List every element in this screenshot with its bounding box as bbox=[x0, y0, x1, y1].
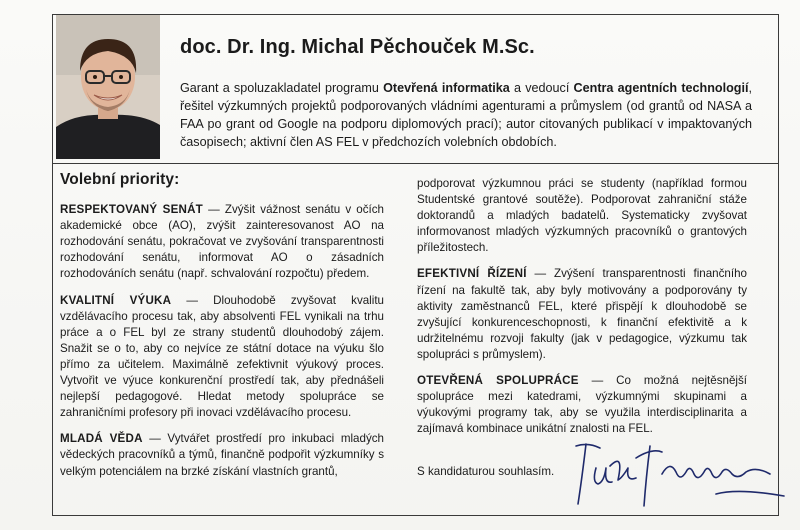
priority-title: OTEVŘENÁ SPOLUPRÁCE bbox=[417, 374, 579, 388]
priority-open-cooperation bbox=[417, 373, 747, 437]
priority-text: Zvýšit vážnost senátu v očích akademické obce (AO), zvýšit zainteresovanost AO na rozhodování senátu, pokračovat ve zvyšování transparentnosti rozhodování senátu, informovat AO o zásadních rozhodováních senátu (např. schvalování rozpočtu) předem. bbox=[60, 203, 384, 281]
priority-title: KVALITNÍ VÝUKA bbox=[60, 293, 172, 307]
priority-text: Zvýšení transparentnosti finančního řízení na fakultě tak, aby byly motivovány a podporovány ty aktivity zaměstnanců FEL, které přispějí k dlouhodobě se zvyšující konkurenceschopnosti, k finanční efektivitě a k udržitelnému rozvoji fakulty (jak v pedagogice, výzkumu tak spolupráci s průmyslem). bbox=[417, 267, 747, 361]
priorities-title: Volební priority: bbox=[60, 171, 180, 188]
priority-dash: — bbox=[202, 203, 225, 217]
bio-center-name: Centra agentních technologií bbox=[573, 81, 749, 95]
priority-young-science-continued: podporovat výzkumnou práci se studenty (například formou Studentské grantové soutěže). Podporovat zahraniční stáže doktorandů a mladých badatelů. Systematicky zvyšovat informovanost mladých výzkumných pracovníků o grantových příležitostech. bbox=[417, 177, 747, 255]
candidate-name: doc. Dr. Ing. Michal Pěchouček M.Sc. bbox=[180, 36, 535, 58]
candidate-photo bbox=[56, 15, 160, 159]
priority-effective-management bbox=[417, 266, 747, 363]
bio-text-1: Garant a spoluzakladatel programu bbox=[180, 81, 384, 95]
priority-text: Vytvářet prostředí pro inkubaci mladých vědeckých pracovníků a týmů, finančně podpořit výzkumníky s velkým potenciálem na brzké získání vlastních grantů, bbox=[60, 432, 384, 478]
priority-dash: — bbox=[526, 267, 554, 281]
priorities-right-column bbox=[417, 176, 747, 447]
priority-dash: — bbox=[142, 432, 168, 446]
bio-text-3: , řešitel výzkumných projektů podporovaných vládními agenturami a průmyslem (od grantů od NASA a FAA po grant od Google na podporu diplomových prací); autor citovaných publikací v impaktovaných časopisech; aktivní člen AS FEL v předchozích volebních obdobích. bbox=[180, 81, 753, 149]
priority-title: MLADÁ VĚDA bbox=[60, 432, 143, 446]
priority-young-science bbox=[60, 431, 384, 479]
priority-dash: — bbox=[578, 374, 617, 388]
bio-program-name: Otevřená informatika bbox=[383, 81, 510, 95]
handwritten-signature bbox=[566, 438, 792, 508]
priority-quality-teaching bbox=[60, 293, 384, 422]
priority-text: Dlouhodobě zvyšovat kvalitu vzdělávacího procesu tak, aby absolventi FEL vynikali na trhu práce a o FEL byl ze strany studentů dlouhodobý zájem. Snažit se o to, aby co nejvíce ze státní dotace na výuku šlo přímo za učitelem. Maximálně zefektivnit výukový proces. Vytvořit ve výuce konkurenční prostředí tak, aby přednášeli nejlepší pedagogové. Hledat metody spolupráce se zahraničními profesory při inovaci vzdělávacího procesu. bbox=[60, 293, 385, 420]
priority-text: Co možná nejtěsnější spolupráce mezi katedrami, výzkumnými skupinami a výukovými programy tak, aby se využila interdisciplinarita a zajímavá kombinace unikátní znalosti na FEL. bbox=[417, 374, 747, 436]
consent-statement: S kandidaturou souhlasím. bbox=[417, 465, 555, 478]
priority-title: EFEKTIVNÍ ŘÍZENÍ bbox=[417, 267, 527, 281]
priorities-left-column bbox=[60, 172, 384, 490]
priority-title: RESPEKTOVANÝ SENÁT bbox=[60, 203, 203, 217]
priority-respected-senate bbox=[60, 202, 384, 282]
bio-text-2: a vedoucí bbox=[509, 81, 574, 95]
priority-dash: — bbox=[171, 293, 214, 307]
candidate-bio bbox=[180, 79, 752, 151]
